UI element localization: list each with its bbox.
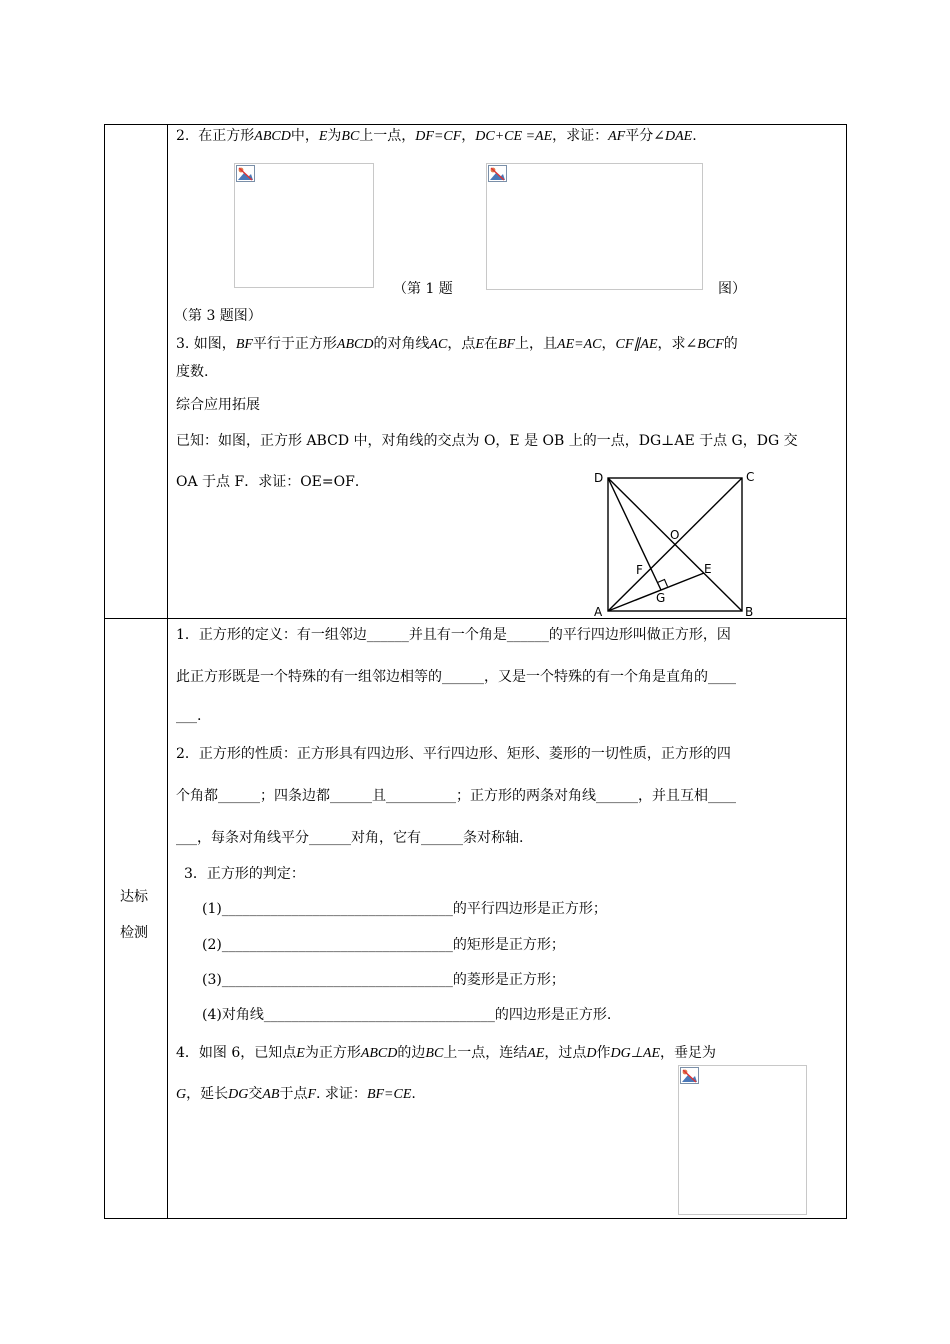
- extension-problem-line-1: 已知：如图，正方形 ABCD 中，对角线的交点为 O，E 是 OB 上的一点，DG⊥AE 于点 G，DG 交: [176, 433, 798, 449]
- square-geometry-figure: [588, 466, 763, 618]
- extension-problem-line-2: OA 于点 F．求证：OE=OF．: [176, 474, 369, 490]
- item-2-line-2: 个角都______；四条边都______且__________；正方形的两条对角线______，并且互相____: [176, 788, 736, 804]
- item-2-line-1: 2．正方形的性质：正方形具有四边形、平行四边形、矩形、菱形的一切性质，正方形的四: [176, 746, 731, 762]
- figure-1-caption: （第 1 题: [393, 281, 453, 297]
- figure-3-caption: （第 3 题图）: [174, 308, 262, 324]
- item-3-criterion-1: (1)_________________________________的平行四边形是正方形；: [202, 901, 607, 917]
- question-4-line-1: 4．如图 6，已知点E为正方形ABCD的边BC上一点，连结AE，过点D作DG⊥AE，垂足为: [176, 1045, 717, 1061]
- item-3-criterion-4: (4)对角线_________________________________的四边形是正方形.: [202, 1007, 612, 1023]
- row-label-line-1: 达标: [120, 889, 148, 905]
- question-2: 2. 在正方形ABCD中，E为BC上一点，DF=CF，DC+CE =AE，求证：AF平分∠DAE.: [176, 128, 697, 144]
- item-1-line-2: 此正方形既是一个特殊的有一组邻边相等的______，又是一个特殊的有一个角是直角的____: [176, 669, 736, 685]
- item-3-title: 3．正方形的判定：: [184, 866, 305, 882]
- question-3-line-2: 度数.: [176, 364, 209, 380]
- row-label-line-2: 检测: [120, 925, 148, 941]
- label-d: D: [594, 471, 604, 485]
- label-g: G: [656, 591, 666, 605]
- table-column-divider: [167, 124, 168, 1219]
- broken-image-icon: [488, 165, 507, 182]
- table-border-right: [846, 124, 847, 1219]
- broken-image-icon: [680, 1067, 699, 1084]
- figure-1-caption-end: 图）: [718, 281, 746, 297]
- broken-image-icon: [236, 165, 255, 182]
- item-1-line-1: 1．正方形的定义：有一组邻边______并且有一个角是______的平行四边形叫做正方形，因: [176, 627, 731, 643]
- label-b: B: [745, 605, 754, 618]
- table-border-left: [104, 124, 105, 1219]
- section-title: 综合应用拓展: [176, 397, 260, 413]
- item-3-criterion-2: (2)_________________________________的矩形是正方形；: [202, 937, 565, 953]
- item-2-line-3: ___，每条对角线平分______对角，它有______条对称轴.: [176, 830, 524, 846]
- label-o: O: [670, 528, 680, 542]
- segment-dg: [608, 478, 661, 590]
- item-3-criterion-3: (3)_________________________________的菱形是正方形；: [202, 972, 565, 988]
- question-3-line-1: 3. 如图，BF平行于正方形ABCD的对角线AC，点E在BF上，且AE=AC，CF∥AE，求∠BCF的: [176, 336, 738, 352]
- table-border-bottom: [104, 1218, 847, 1219]
- question-4-line-2: G，延长DG交AB于点F. 求证：BF=CE.: [176, 1086, 416, 1102]
- figure-1-image-placeholder: [234, 163, 374, 288]
- item-1-line-3: ___.: [176, 708, 202, 724]
- label-c: C: [746, 470, 755, 484]
- label-a: A: [594, 605, 603, 618]
- figure-6-image-placeholder: [678, 1065, 807, 1215]
- label-f: F: [636, 563, 643, 577]
- label-e: E: [704, 562, 712, 576]
- table-border-middle: [104, 618, 847, 619]
- figure-3-image-placeholder: [486, 163, 703, 290]
